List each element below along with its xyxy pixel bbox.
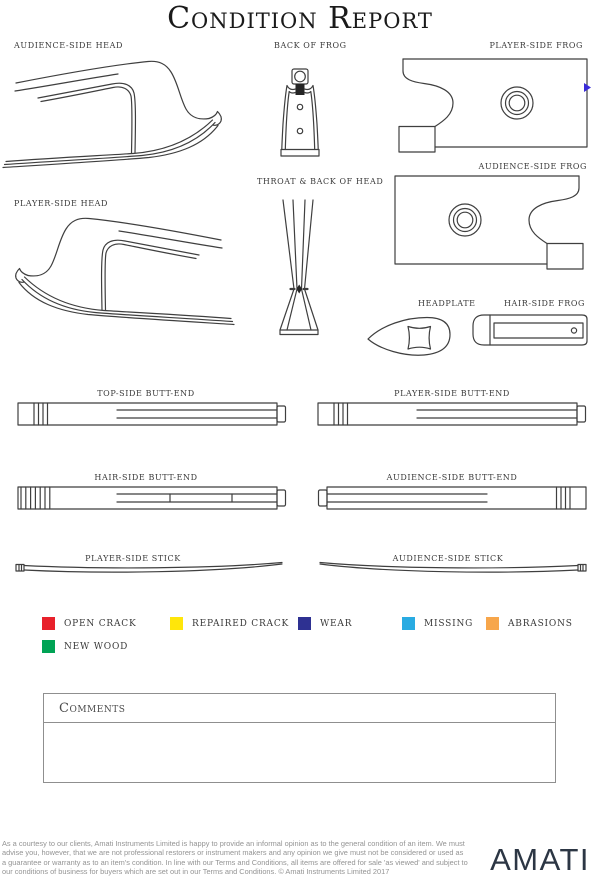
hair-side-frog-diagram: [470, 313, 590, 347]
audience-side-head-diagram: [0, 55, 240, 185]
legend-item-repaired-crack: [170, 617, 289, 630]
legend-item-open-crack: [42, 617, 137, 630]
audience-side-butt-end-diagram: [317, 481, 587, 513]
comments-label: Comments: [59, 700, 126, 716]
missing-swatch: [402, 617, 415, 630]
legend-item-missing: [402, 617, 473, 630]
label-back-of-frog: BACK OF FROG: [274, 41, 347, 50]
audience-side-stick-diagram: [316, 560, 588, 578]
label-hair-side-frog: HAIR-SIDE FROG: [503, 299, 585, 308]
frog-right-edge-marker: [584, 83, 592, 93]
comments-box: [43, 693, 556, 783]
label-audience-side-frog: AUDIENCE-SIDE FROG: [478, 162, 587, 171]
label-audience-side-head: AUDIENCE-SIDE HEAD: [14, 41, 123, 50]
comments-input-area[interactable]: [44, 723, 555, 781]
page-title: Condition Report: [167, 1, 433, 36]
label-player-side-frog: PLAYER-SIDE FROG: [489, 41, 583, 50]
player-side-stick-diagram: [14, 560, 286, 578]
label-audience-side-butt-end: AUDIENCE-SIDE BUTT-END: [386, 473, 518, 482]
legend-label: REPAIRED CRACK: [192, 618, 290, 629]
label-audience-side-stick: AUDIENCE-SIDE STICK: [392, 554, 504, 563]
throat-back-of-head-diagram: [270, 192, 330, 340]
abrasions-swatch: [486, 617, 499, 630]
legend-label: NEW WOOD: [64, 641, 129, 652]
audience-side-frog-diagram: [391, 172, 591, 272]
label-throat-back-of-head: THROAT & BACK OF HEAD: [257, 177, 384, 186]
label-player-side-head: PLAYER-SIDE HEAD: [14, 199, 109, 208]
legend-label: OPEN CRACK: [64, 618, 137, 629]
label-player-side-stick: PLAYER-SIDE STICK: [85, 554, 181, 563]
label-top-side-butt-end: TOP-SIDE BUTT-END: [97, 389, 195, 398]
label-player-side-butt-end: PLAYER-SIDE BUTT-END: [394, 389, 510, 398]
top-side-butt-end-diagram: [17, 397, 287, 429]
comments-header: [44, 694, 555, 723]
label-hair-side-butt-end: HAIR-SIDE BUTT-END: [94, 473, 198, 482]
open-crack-swatch: [42, 617, 55, 630]
legend-item-abrasions: [486, 617, 573, 630]
player-side-head-diagram: [0, 212, 237, 342]
amati-logo: AMATI: [490, 842, 590, 877]
back-of-frog-diagram: [275, 62, 325, 162]
player-side-frog-diagram: [391, 55, 591, 155]
legal-disclaimer: As a courtesy to our clients, Amati Instruments Limited is happy to provide an informal opinion as to the general condition of an item. We must advise you, however, that we are not professional restorers or instrument makers and any opinion we give must not be considered or used as a guarantee or warranty as to an item's condition. In line with our Terms and Conditions, all items are offered for sale 'as viewed' and subject to our conditions of business for buyers which are set out in our Terms and Conditions. © Amati Instruments Limited 2017: [2, 839, 468, 877]
legend-label: MISSING: [424, 618, 474, 629]
wear-swatch: [298, 617, 311, 630]
player-side-butt-end-diagram: [317, 397, 587, 429]
new-wood-swatch: [42, 640, 55, 653]
legend-item-new-wood: [42, 640, 128, 653]
label-headplate: HEADPLATE: [418, 299, 476, 308]
repaired-crack-swatch: [170, 617, 183, 630]
legend-label: ABRASIONS: [508, 618, 573, 629]
headplate-diagram: [366, 306, 456, 358]
legend-item-wear: [298, 617, 352, 630]
legend-label: WEAR: [320, 618, 353, 629]
hair-side-butt-end-diagram: [17, 481, 287, 513]
